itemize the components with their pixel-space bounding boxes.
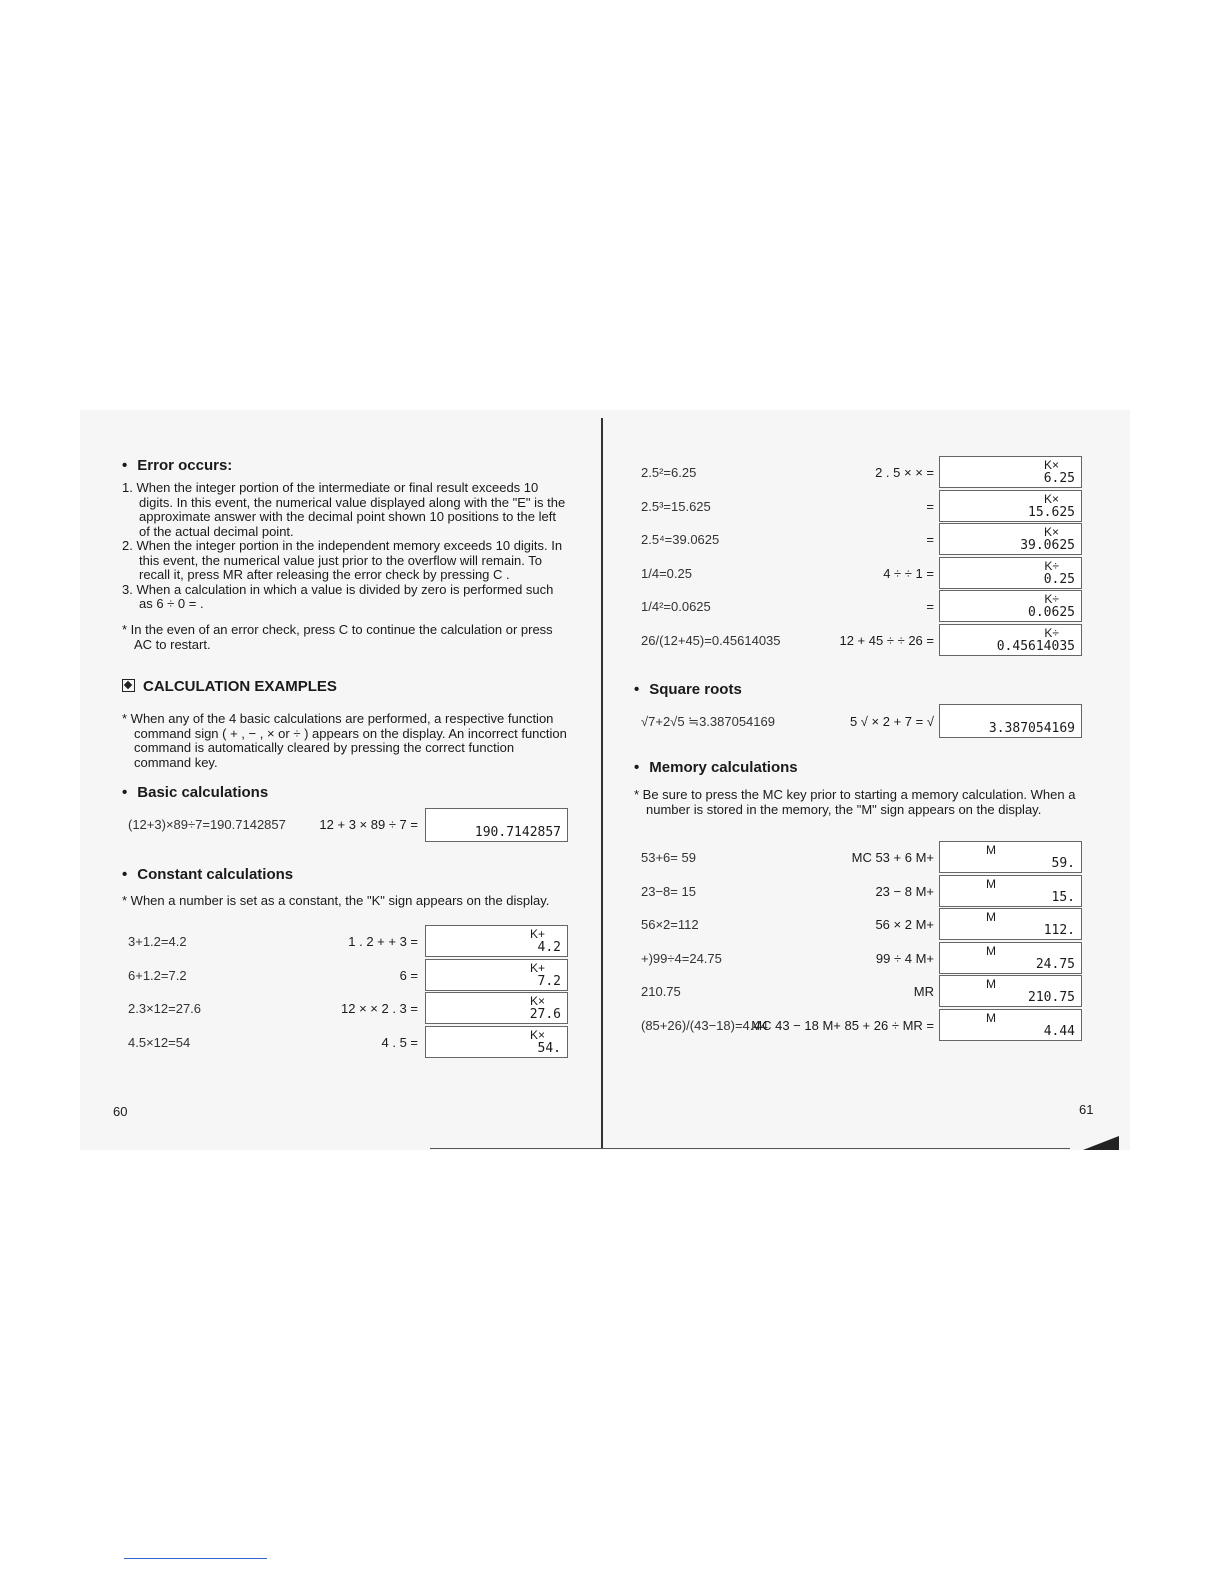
corner-mark: [1083, 1136, 1119, 1150]
kx-row-keys: 12 + 45 ÷ ÷ 26 =: [839, 632, 934, 648]
memory-row-display-value: 4.44: [1043, 1023, 1075, 1039]
kx-row-equation: 26/(12+45)=0.45614035: [641, 632, 781, 648]
memory-row-display: [939, 1009, 1082, 1041]
constant-row-display: [425, 992, 568, 1024]
constant-row-equation: 3+1.2=4.2: [128, 934, 187, 949]
calc-note: * When any of the 4 basic calculations are performed, a respective function command sign ( + , − , × or ÷ ) appears on the display. An incorrect function command is automatically cleared by pressing the correct function command key.: [122, 711, 567, 770]
constant-note: * When a number is set as a constant, the "K" sign appears on the display.: [122, 893, 550, 908]
basic-equation: (12+3)×89÷7=190.7142857: [128, 817, 286, 832]
memory-row-display-sign: M: [986, 843, 996, 857]
page-number-left: 60: [113, 1104, 128, 1119]
memory-row-equation: +)99÷4=24.75: [641, 950, 722, 966]
constant-row-display: [425, 1026, 568, 1058]
kx-row-display-value: 39.0625: [1020, 538, 1075, 553]
memory-row-keys: 99 ÷ 4 M+: [875, 950, 934, 966]
error-item-3: 3. When a calculation in which a value is divided by zero is performed such as 6 ÷ 0 = .: [122, 581, 554, 611]
constant-row-keys: 4 . 5 =: [381, 1034, 418, 1050]
kx-row-display-value: 0.0625: [1028, 605, 1075, 620]
sqrt-display: [939, 704, 1082, 738]
sqrt-display-value: 3.387054169: [988, 721, 1075, 736]
bottom-rule: [430, 1148, 1070, 1149]
error-heading: • Error occurs:: [122, 457, 232, 474]
kx-row-equation: 1/4=0.25: [641, 565, 692, 581]
kx-row-equation: 2.5²=6.25: [641, 465, 697, 480]
memory-row-display-sign: M: [986, 910, 996, 924]
memory-row-display-sign: M: [986, 977, 996, 991]
memory-row-display-sign: M: [986, 943, 996, 958]
basic-display-value: 190.7142857: [474, 825, 561, 840]
sqrt-equation: √7+2√5 ≒3.387054169: [641, 714, 775, 729]
kx-row-display-value: 15.625: [1028, 504, 1075, 520]
kx-row-display: [939, 523, 1082, 555]
constant-row-keys: 12 × × 2 . 3 =: [341, 1001, 418, 1016]
memory-row-display-value: 15.: [1051, 889, 1075, 905]
kx-row-equation: 2.5⁴=39.0625: [641, 532, 720, 547]
memory-row-equation: 56×2=112: [641, 917, 699, 932]
memory-row-keys: MC 43 − 18 M+ 85 + 26 ÷ MR =: [751, 1017, 934, 1033]
memory-heading: • Memory calculations: [634, 759, 798, 776]
memory-row-display-value: 210.75: [1028, 990, 1075, 1005]
kx-row-equation: 2.5³=15.625: [641, 498, 711, 514]
memory-row-display: [939, 942, 1082, 974]
calculation-examples-title: CALCULATION EXAMPLES: [143, 678, 337, 695]
calculation-examples-heading: [122, 678, 337, 695]
constant-row-equation: 2.3×12=27.6: [128, 1001, 202, 1016]
kx-row-display-sign: K×: [1043, 525, 1059, 539]
kx-row-display-value: 6.25: [1043, 471, 1075, 486]
kx-row-display: [939, 490, 1082, 522]
memory-row-display-sign: M: [986, 876, 996, 891]
kx-row-display: [939, 624, 1082, 656]
memory-row-equation: 53+6= 59: [641, 850, 696, 865]
constant-row-display-value: 54.: [537, 1040, 561, 1056]
kx-row-display-value: 0.45614035: [996, 638, 1075, 654]
kx-row-equation: 1/4²=0.0625: [641, 599, 711, 614]
constant-row-display-sign: K×: [529, 994, 545, 1008]
kx-row-display-sign: K÷: [1044, 592, 1059, 606]
basic-display: [425, 808, 568, 842]
kx-row-display-value: 0.25: [1043, 571, 1075, 587]
error-note: * In the even of an error check, press C to continue the calculation or press AC to restart.: [122, 622, 553, 652]
constant-row-display-sign: K+: [529, 960, 545, 975]
page-number-right: 61: [1079, 1102, 1094, 1117]
memory-row-equation: (85+26)/(43−18)=4.44: [641, 1017, 768, 1033]
error-item-2: 2. When the integer portion in the independent memory exceeds 10 digits. In this event, the numerical value just prior to the overflow will remain. To recall it, press MR after releasing the error check by pressing C .: [122, 538, 563, 582]
kx-row-keys: =: [926, 498, 934, 514]
kx-row-display-sign: K×: [1043, 458, 1059, 472]
memory-row-keys: MR: [913, 984, 934, 999]
basic-heading: • Basic calculations: [122, 784, 268, 801]
constant-row-display-value: 7.2: [537, 973, 561, 989]
memory-row-keys: 56 × 2 M+: [875, 917, 934, 932]
memory-row-display: [939, 875, 1082, 907]
constant-row-display-value: 4.2: [537, 940, 561, 955]
constant-row-keys: 1 . 2 + + 3 =: [348, 934, 418, 949]
constant-row-display-value: 27.6: [529, 1007, 561, 1022]
sqrt-heading: • Square roots: [634, 681, 742, 698]
memory-row-equation: 23−8= 15: [641, 883, 696, 899]
sqrt-keys: 5 √ × 2 + 7 = √: [849, 714, 934, 729]
memory-row-display-value: 59.: [1051, 856, 1075, 871]
constant-row-keys: 6 =: [399, 967, 418, 983]
kx-row-keys: 4 ÷ ÷ 1 =: [883, 565, 934, 581]
kx-row-display-sign: K÷: [1044, 558, 1059, 573]
constant-row-display: [425, 925, 568, 957]
basic-keys: 12 + 3 × 89 ÷ 7 =: [319, 817, 418, 832]
kx-row-display: [939, 557, 1082, 589]
kx-row-display-sign: K÷: [1044, 625, 1059, 640]
underline-artifact: [124, 1558, 267, 1559]
memory-row-keys: 23 − 8 M+: [875, 883, 934, 899]
constant-heading: • Constant calculations: [122, 866, 293, 883]
kx-row-display: [939, 456, 1082, 488]
memory-row-equation: 210.75: [641, 984, 681, 999]
constant-row-display-sign: K+: [529, 927, 545, 941]
memory-row-keys: MC 53 + 6 M+: [851, 850, 934, 865]
memory-row-display-sign: M: [986, 1010, 996, 1025]
kx-row-keys: =: [926, 532, 934, 547]
memory-row-display: [939, 908, 1082, 940]
error-list: [122, 481, 568, 612]
kx-row-keys: =: [926, 599, 934, 614]
binding-line: [601, 418, 603, 1148]
constant-row-equation: 6+1.2=7.2: [128, 967, 187, 983]
memory-row-display-value: 24.75: [1035, 956, 1075, 972]
memory-row-display: [939, 975, 1082, 1007]
constant-row-display-sign: K×: [529, 1027, 545, 1042]
memory-note: * Be sure to press the MC key prior to starting a memory calculation. When a number is stored in the memory, the "M" sign appears on the display.: [634, 787, 1076, 817]
memory-row-display-value: 112.: [1043, 923, 1075, 938]
kx-row-keys: 2 . 5 × × =: [875, 465, 934, 480]
error-item-1: 1. When the integer portion of the intermediate or final result exceeds 10 digits. In this event, the numerical value displayed along with the "E" is the approximate answer with the decimal point shown 10 positions to the left of the actual decimal point.: [122, 480, 566, 539]
kx-row-display: [939, 590, 1082, 622]
constant-row-display: [425, 959, 568, 991]
memory-row-display: [939, 841, 1082, 873]
diamond-icon: [122, 679, 135, 692]
kx-row-display-sign: K×: [1043, 491, 1059, 506]
constant-row-equation: 4.5×12=54: [128, 1034, 191, 1050]
